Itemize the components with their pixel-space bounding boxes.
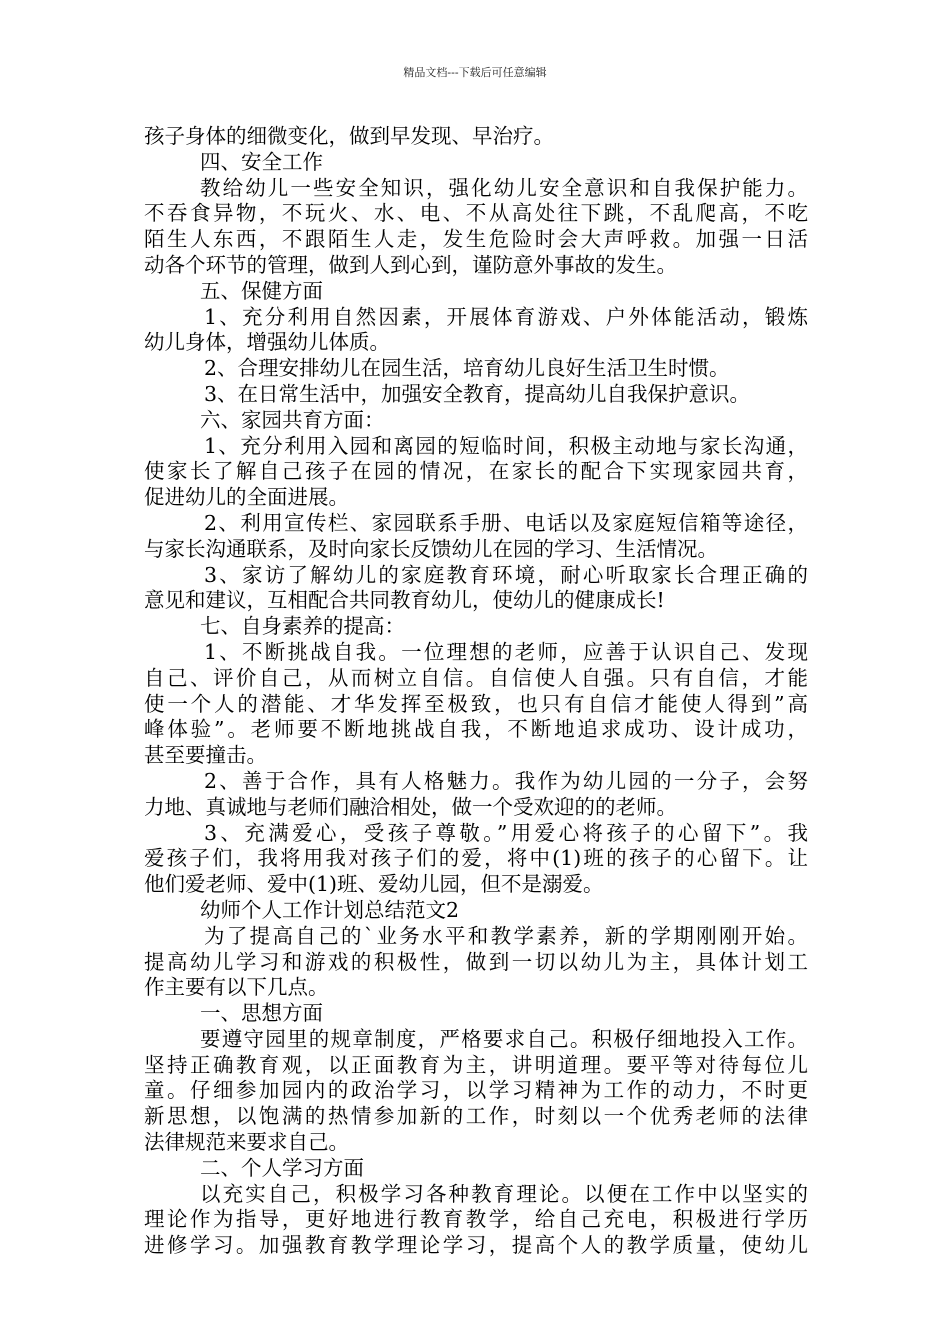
text-line: 二、个人学习方面 [200, 1155, 364, 1180]
text-line: 甚至要撞击。 [144, 743, 267, 768]
text-line: 理论作为指导，更好地进行教育教学，给自己充电，积极进行学历 [144, 1207, 808, 1232]
text-line: 使一个人的潜能、才华发挥至极致，也只有自信才能使人得到”高 [144, 691, 808, 716]
text-line: 爱孩子们，我将用我对孩子们的爱，将中(1)班的孩子的心留下。让 [144, 846, 808, 871]
text-line: 教给幼儿一些安全知识，强化幼儿安全意识和自我保护能力。 [200, 175, 808, 200]
text-line: 他们爱老师、爱中(1)班、爱幼儿园，但不是溺爱。 [144, 872, 604, 897]
text-line: 使家长了解自己孩子在园的情况，在家长的配合下实现家园共育， [144, 459, 808, 484]
text-line: 新思想，以饱满的热情参加新的工作，时刻以一个优秀老师的法律 [144, 1104, 808, 1129]
text-line: 孩子身体的细微变化，做到早发现、早治疗。 [144, 124, 554, 148]
text-line: 五、保健方面 [200, 278, 323, 303]
text-line: 法律规范来要求自己。 [144, 1130, 349, 1155]
text-line: 2、善于合作，具有人格魅力。我作为幼儿园的一分子，会努 [204, 768, 808, 793]
page-header: 精品文档---下载后可任意编辑 [403, 66, 547, 79]
text-line: 峰体验”。老师要不断地挑战自我，不断地追求成功、设计成功， [144, 717, 808, 742]
text-line: 动各个环节的管理，做到人到心到，谨防意外事故的发生。 [144, 252, 677, 277]
text-line: 幼儿身体，增强幼儿体质。 [144, 330, 390, 355]
text-line: 七、自身素养的提高： [200, 614, 405, 639]
text-line: 3、在日常生活中，加强安全教育，提高幼儿自我保护意识。 [204, 381, 751, 406]
text-line: 一、思想方面 [200, 1001, 323, 1026]
text-line: 童。仔细参加园内的政治学习，以学习精神为工作的动力，不时更 [144, 1078, 808, 1103]
text-line: 1、充分利用入园和离园的短临时间，积极主动地与家长沟通， [204, 433, 808, 458]
text-line: 坚持正确教育观，以正面教育为主，讲明道理。要平等对待每位儿 [144, 1052, 808, 1077]
text-line: 四、安全工作 [200, 149, 323, 174]
text-line: 2、利用宣传栏、家园联系手册、电话以及家庭短信箱等途径， [204, 510, 808, 535]
text-line: 不吞食异物，不玩火、水、电、不从高处往下跳，不乱爬高，不吃 [144, 201, 808, 226]
text-line: 与家长沟通联系，及时向家长反馈幼儿在园的学习、生活情况。 [144, 536, 718, 561]
text-line: 要遵守园里的规章制度，严格要求自己。积极仔细地投入工作。 [200, 1026, 808, 1051]
text-line: 促进幼儿的全面进展。 [144, 485, 349, 510]
text-line: 意见和建议，互相配合共同教育幼儿，使幼儿的健康成长! [144, 588, 665, 613]
text-line: 为了提高自己的`业务水平和教学素养，新的学期刚刚开始。 [204, 923, 808, 948]
text-line: 3、充满爱心，受孩子尊敬。”用爱心将孩子的心留下”。我 [204, 820, 808, 845]
text-line: 六、家园共育方面： [200, 407, 385, 432]
text-line: 自己、评价自己，从而树立自信。自信使人自强。只有自信，才能 [144, 665, 808, 690]
text-line: 提高幼儿学习和游戏的积极性，做到一切以幼儿为主，具体计划工 [144, 949, 808, 974]
text-line: 作主要有以下几点。 [144, 975, 329, 1000]
text-line: 陌生人东西，不跟陌生人走，发生危险时会大声呼救。加强一日活 [144, 227, 808, 252]
text-line: 幼师个人工作计划总结范文2 [200, 897, 460, 922]
text-line: 1、充分利用自然因素，开展体育游戏、户外体能活动，锻炼 [204, 304, 808, 329]
text-line: 1、不断挑战自我。一位理想的老师，应善于认识自己、发现 [204, 639, 808, 664]
text-line: 进修学习。加强教育教学理论学习，提高个人的教学质量，使幼儿 [144, 1233, 808, 1258]
text-line: 3、家访了解幼儿的家庭教育环境，耐心听取家长合理正确的 [204, 562, 808, 587]
document-body [144, 124, 808, 1259]
text-line: 力地、真诚地与老师们融洽相处，做一个受欢迎的的老师。 [144, 794, 677, 819]
text-line: 以充实自己，积极学习各种教育理论。以便在工作中以坚实的 [200, 1181, 808, 1206]
text-line: 2、合理安排幼儿在园生活，培育幼儿良好生活卫生时惯。 [204, 356, 730, 381]
